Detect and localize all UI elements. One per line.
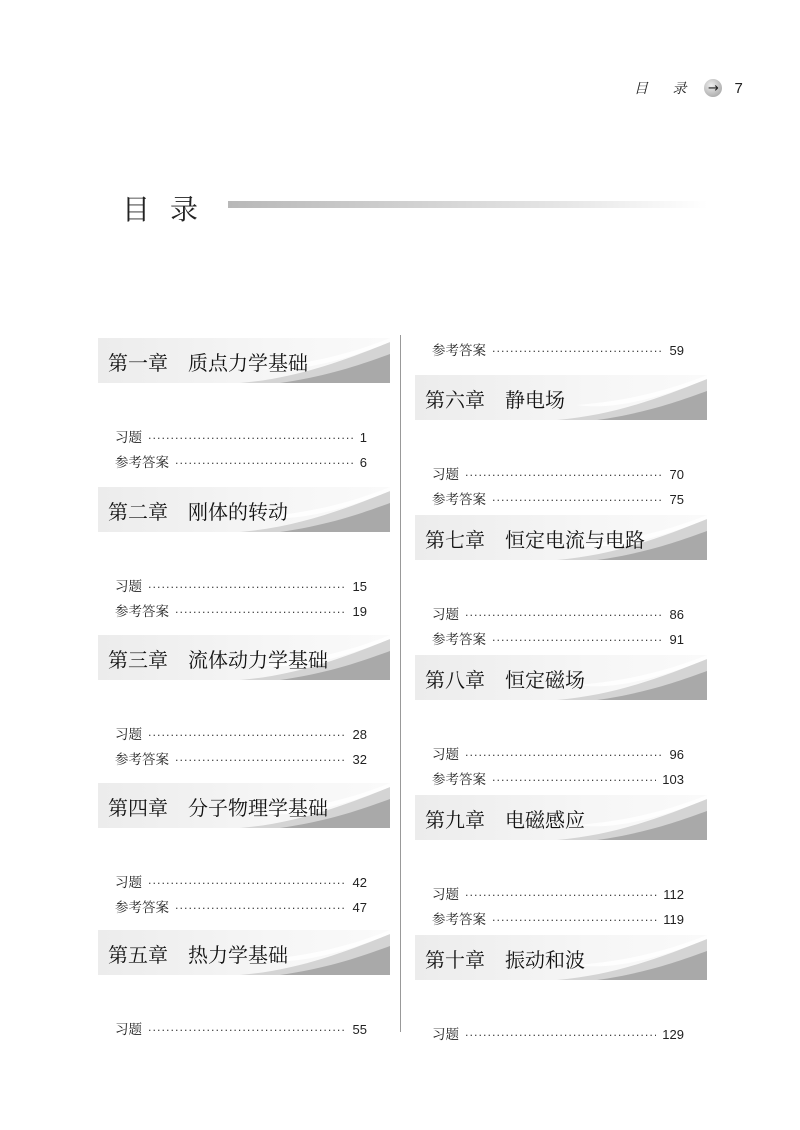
entry-name: 习题 [115,430,142,446]
toc-entry[interactable] [432,908,684,928]
toc-entry[interactable] [432,768,684,788]
dot-leader [175,606,347,619]
chapter-title: 第五章 热力学基础 [108,943,288,967]
toc-entry[interactable] [115,426,367,446]
entry-page: 112 [663,887,684,902]
entry-page: 96 [669,747,684,762]
toc-entry[interactable] [432,603,684,623]
entry-page: 42 [352,875,367,890]
entry-page: 86 [669,607,684,622]
entry-name: 习题 [115,727,142,743]
entry-page: 1 [359,430,367,445]
chapter-heading[interactable] [415,795,707,840]
entry-name: 参考答案 [115,604,169,620]
page-title: 目录 [122,193,219,226]
toc-entry[interactable] [115,896,367,916]
toc-entry[interactable] [432,628,684,648]
chapter-title: 第二章 刚体的转动 [108,500,288,524]
entry-page: 91 [669,632,684,647]
toc-entry[interactable] [115,723,367,743]
entry-page: 119 [663,912,684,927]
chapter-heading[interactable] [98,338,390,383]
entry-page: 6 [359,455,367,470]
entry-name: 习题 [115,1022,142,1038]
entry-page: 15 [352,579,367,594]
toc-entry[interactable] [432,743,684,763]
dot-leader [148,581,347,594]
title-rule [228,201,708,208]
toc-entry[interactable] [115,451,367,471]
entry-page: 129 [662,1027,684,1042]
chapter-heading[interactable] [415,935,707,980]
entry-name: 参考答案 [432,632,486,648]
dot-leader [492,914,657,927]
dot-leader [492,634,664,647]
chapter-title: 第八章 恒定磁场 [425,668,585,692]
toc-entry[interactable] [115,748,367,768]
entry-page: 103 [662,772,684,787]
entry-name: 参考答案 [432,343,486,359]
dot-leader [465,749,664,762]
toc-entry[interactable] [432,339,684,359]
running-head [634,78,743,98]
chapter-title: 第六章 静电场 [425,388,565,412]
dot-leader [492,494,664,507]
chapter-title: 第三章 流体动力学基础 [108,648,328,672]
entry-name: 习题 [432,747,459,763]
toc-entry[interactable] [115,600,367,620]
entry-name: 参考答案 [115,900,169,916]
entry-name: 参考答案 [432,772,486,788]
dot-leader [175,754,347,767]
page-number: 7 [734,79,743,97]
entry-page: 75 [669,492,684,507]
chapter-heading[interactable] [98,635,390,680]
chapter-heading[interactable] [415,515,707,560]
chapter-heading[interactable] [415,375,707,420]
chapter-heading[interactable] [98,783,390,828]
chapter-title: 第四章 分子物理学基础 [108,796,328,820]
chapter-heading[interactable] [415,655,707,700]
toc-entry[interactable] [432,883,684,903]
chapter-title: 第九章 电磁感应 [425,808,585,832]
dot-leader [175,457,354,470]
entry-name: 参考答案 [432,492,486,508]
entry-name: 习题 [432,887,459,903]
dot-leader [465,1029,656,1042]
chapter-title: 第七章 恒定电流与电路 [425,528,645,552]
toc-entry[interactable] [432,1023,684,1043]
chapter-heading[interactable] [98,487,390,532]
chapter-title: 第一章 质点力学基础 [108,351,308,375]
toc-entry[interactable] [115,1018,367,1038]
entry-name: 参考答案 [115,752,169,768]
dot-leader [492,774,656,787]
running-head-section: 目 录 [634,81,697,97]
dot-leader [148,432,354,445]
dot-leader [148,729,347,742]
arrow-right-icon: → [704,79,722,97]
entry-name: 习题 [115,579,142,595]
dot-leader [492,345,664,358]
entry-name: 习题 [432,1027,459,1043]
entry-page: 55 [352,1022,367,1037]
entry-page: 19 [352,604,367,619]
entry-name: 习题 [432,467,459,483]
entry-name: 参考答案 [432,912,486,928]
entry-name: 参考答案 [115,455,169,471]
toc-entry[interactable] [115,871,367,891]
toc-entry[interactable] [432,463,684,483]
toc-entry[interactable] [115,575,367,595]
dot-leader [465,889,657,902]
entry-page: 32 [352,752,367,767]
dot-leader [148,1024,347,1037]
chapter-heading[interactable] [98,930,390,975]
chapter-title: 第十章 振动和波 [425,948,585,972]
dot-leader [465,609,664,622]
entry-name: 习题 [432,607,459,623]
dot-leader [148,877,347,890]
entry-page: 59 [669,343,684,358]
entry-page: 28 [352,727,367,742]
entry-name: 习题 [115,875,142,891]
dot-leader [175,902,347,915]
toc-entry[interactable] [432,488,684,508]
column-divider [400,335,401,1032]
entry-page: 47 [352,900,367,915]
entry-page: 70 [669,467,684,482]
dot-leader [465,469,664,482]
